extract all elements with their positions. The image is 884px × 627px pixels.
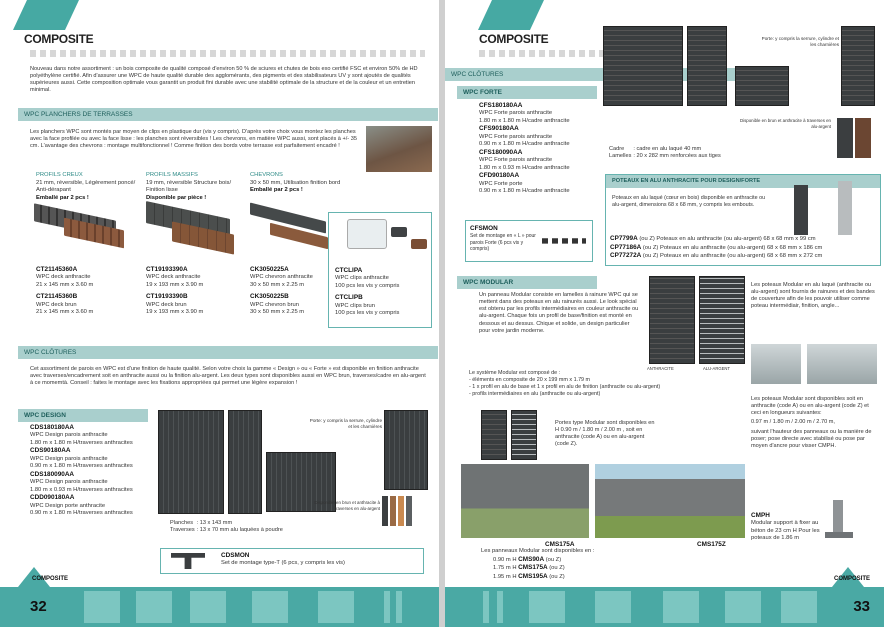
cms175z-label: CMS175Z xyxy=(697,541,726,548)
forte-porte-note: Porte: y compris la serrure, cylindre et les charnières xyxy=(761,36,839,47)
poteau-code: CP7799A xyxy=(610,235,638,242)
sample-brun xyxy=(855,118,871,158)
product-code: CDS180180AA xyxy=(30,424,75,431)
design-panel-narrow xyxy=(228,410,262,514)
footer-tile xyxy=(318,591,354,623)
cdsmon-box: CDSMON Set de montage type-T (6 pcs, y compris les vis) xyxy=(160,548,424,574)
clips-box: CTCLIPA WPC clips anthracite 100 pcs les vis y compris CTCLIPB WPC clips brun 100 pcs les vis y compris xyxy=(328,212,432,328)
poteau-alt: (ou Z) xyxy=(641,244,660,251)
sample-brun xyxy=(390,496,396,526)
panneau-height: 1.75 m H xyxy=(493,565,519,572)
poteau-desc: Poteaux en alu anthracite (ou alu-argent) 68 x 68 mm x 186 cm xyxy=(659,244,823,251)
poteaux-box: POTEAUX EN ALU ANTHRACITE POUR DESIGN/FORTE Poteaux en alu laqué (cœur en bois) disponible en anthracite ou alu-argent, dimensions 68 x 68 mm, y compris les embouts. CP7799A (ou Z) Poteaux en alu anthracite (ou alu-argent) 68 x 68 mm x 99 cm CP77186A (ou Z) Poteaux en alu anthracite (ou alu-argent) 68 x 68 mm x 186 cm CP77272A (ou Z) Poteaux en alu anthracite (ou alu-argent) 68 x 68 mm x 272 cm xyxy=(605,174,881,266)
design-item xyxy=(30,494,160,517)
footer-tile xyxy=(529,591,565,623)
poteau-code: CP77272A xyxy=(610,252,642,260)
terrasse-text: Les planchers WPC sont montés par moyen de clips en plastique dur (vis y compris). D'après votre choix vous montez les planches avec la face profilée ou avec la face lisse : les planches sont réversibles ! Les chevrons, en matière WPC aussi, sont placés à +/- 35 cm. L'avantage des chevrons : montage multifonctionnel ! Comme finition des bords votre terrasse est parfaitement encadré ! xyxy=(30,129,357,150)
modular-text: Un panneau Modular consiste en lamelles à rainure WPC qui se mettent dans des poteaux en alu rainurés aussi. Le look spécial est obtenu par les profils intermédiaires en couleur anthracite ou alu-argent. Chaque fois un profil de base/finition est monté en dessous et au dessus. Chique et solide, un design particulier pour votre jardin moderne. xyxy=(479,292,639,334)
product-code: CFS180090AA xyxy=(479,148,523,156)
cmph-block: CMPH Modular support à fixer au béton de 23 cm H Pour les poteaux de 1.86 m xyxy=(751,512,820,542)
wpc-design-bar: WPC DESIGN xyxy=(18,409,148,422)
poteau-code: CP77186A xyxy=(610,243,642,251)
cfsmon-box: CFSMON Set de montage en « L » pour parois Forte (6 pcs vis y compris) xyxy=(465,220,593,262)
product-code: CFS180180AA xyxy=(479,102,523,109)
porte-aluargent-image xyxy=(511,410,537,460)
forte-panel-narrow xyxy=(687,26,727,106)
product-desc: WPC Forte porte xyxy=(479,180,523,187)
terrace-photo xyxy=(366,126,432,172)
footer-tile xyxy=(725,591,761,623)
panneau-alt: (ou Z) xyxy=(544,556,562,563)
col1-codes: CT21145360A WPC deck anthracite 21 x 145 mm x 3.60 m CT21145360B WPC deck brun 21 x 145 mm x 3.60 m xyxy=(36,266,94,316)
footer-tile xyxy=(483,591,489,623)
panneau-code: CMS175A xyxy=(518,564,548,572)
forte-door xyxy=(841,26,875,106)
product-code: CDS180090AA xyxy=(30,470,75,478)
clips-bucket-image xyxy=(347,219,387,249)
footer-tile xyxy=(136,591,172,623)
chevrons: CHEVRONS 30 x 50 mm, Utilisation finition bord Emballé par 2 pcs ! xyxy=(250,172,341,194)
product-dim: 1.80 m x 0.93 m H/traverses anthracites xyxy=(30,486,133,493)
forte-item xyxy=(479,125,619,148)
product-code: CDS90180AA xyxy=(30,447,71,455)
l-bracket-image xyxy=(542,231,586,249)
wpc-forte-bar: WPC FORTE xyxy=(457,86,597,99)
poteau-row xyxy=(610,252,878,261)
forte-list xyxy=(479,102,619,196)
page-title: COMPOSITE xyxy=(479,32,549,46)
product-code: CFS90180AA xyxy=(479,125,519,133)
panneau-code: CMS195A xyxy=(518,572,548,580)
forte-item xyxy=(479,102,619,125)
intro-text: Nouveau dans notre assortiment : un bois composite de qualité composé d'environ 50 % de sciures et chutes de bois exo certifié FSC et environ 50% de HD polyéthylène certifié. Afin d'assurer une WPC de haute qualité durable des agglomérants, des pigments et des stabilisateurs UV y sont ajoutés de qualités supérieures aussi. Cette composition optimale vous garantit un produit fini durable avec une stabilité optimale de la structure et de la couleur et un entretien minimal. xyxy=(30,66,418,94)
left-page xyxy=(0,0,439,627)
panneau-code: CMS90A xyxy=(518,555,545,563)
modular-panel-anthracite xyxy=(649,276,695,364)
system-block: Le système Modular est composé de : - éléments en composite de 20 x 199 mm x 1.79 m - 1 x profil en alu de base et 1 x profil en alu de finition (anthracite ou alu-argent) - profils intermédiaires en alu (anthracite ou alu-argent) xyxy=(469,370,679,398)
footer-tile xyxy=(84,591,120,623)
design-porte-note: Porte: y compris la serrure, cylindre et les charnières xyxy=(309,418,382,429)
footer-tile xyxy=(252,591,288,623)
porte-anthracite-image xyxy=(481,410,507,460)
post-photo-2 xyxy=(807,344,877,384)
design-dispo-note: Disponible en brun et anthracite à traverses en alu-argent xyxy=(314,500,380,511)
panneaux-block: Les panneaux Modular sont disponibles en : 0.90 m H CMS90A (ou Z) 1.75 m H CMS175A (ou Z) 1.95 m H CMS195A (ou Z) xyxy=(481,548,681,581)
sample-anthracite-2 xyxy=(406,496,412,526)
poteaux-modular-text: Les poteaux Modular sont disponibles soit en anthracite (code A) ou en alu-argent (code Z) et ceci en longueurs suivantes: 0.97 m / 1.80 m / 2.00 m / 2.70 m, suivant l'hauteur des panneaux ou la manière de poser; pose directe avec stabilisé ou pose par moyen d'ancre pour visser CMPH. xyxy=(751,396,872,449)
design-list xyxy=(30,424,160,518)
footer-label: COMPOSITE xyxy=(833,575,870,582)
col3-codes: CK3050225A WPC chevron anthracite 30 x 50 mm x 2.25 m CK3050225B WPC chevron brun 30 x 50 mm x 2.25 m xyxy=(250,266,313,316)
garden-photo-1 xyxy=(461,464,589,538)
poteau-desc: Poteaux en alu anthracite (ou alu-argent) 68 x 68 mm x 272 cm xyxy=(659,253,823,260)
footer-tile xyxy=(663,591,699,623)
footer-tile xyxy=(497,591,503,623)
product-dim: 0.90 m x 1.80 m H/traverses anthracites xyxy=(30,463,133,470)
poteau-alt: (ou Z) xyxy=(637,236,657,242)
panneau-height: 0.90 m H xyxy=(493,556,519,563)
design-panel-large xyxy=(158,410,224,514)
forte-spec-table: Cadre : cadre en alu laqué 40 mm Lamelles : 20 x 282 mm renforcées aux tiges xyxy=(609,146,721,159)
modular-panel-aluargent xyxy=(699,276,745,364)
poteau-row xyxy=(610,235,878,244)
clotures-text: Cet assortiment de parois en WPC est d'une finition de haute qualité. Selon votre choix la gamme « Design » ou « Forte » est disponible en finition anthracite avec traverses/encadrement soit en anthracite aussi ou la finition alu-argent. Les deux types sont disponibles aussi en WPC brun, traverses/cadre en alu-argent à ce momemtà. Conseil : faites le montage avec les fixations appropriées qui permet une légère expansion ! xyxy=(30,366,426,387)
panneau-row xyxy=(493,564,681,573)
page-number: 33 xyxy=(853,598,870,616)
product-dim: 1.80 m x 1.80 m H/traverses anthracites xyxy=(30,439,133,446)
product-code: CDD090180AA xyxy=(30,494,75,502)
footer-tile xyxy=(595,591,631,623)
design-item xyxy=(30,424,160,447)
aluargent-label: ALU-ARGENT xyxy=(703,366,730,371)
system-item: - 1 x profil en alu de base et 1 x profil en alu de finition (anthracite ou alu-argent) xyxy=(469,384,661,391)
cms175a-label: CMS175A xyxy=(545,541,575,548)
profils-massifs: PROFILS MASSIFS 19 mm, réversible Structure bois/ Finition lisse Disponible par pièce ! xyxy=(146,172,232,201)
divider xyxy=(30,50,425,57)
product-desc: WPC Design parois anthracite xyxy=(30,455,108,462)
panneau-height: 1.95 m H xyxy=(493,573,519,580)
forte-panel-low xyxy=(735,66,789,106)
profils-creux: PROFILS CREUX 21 mm, réversible, Légèrement poncé/ Anti-dérapant Emballé par 2 pcs ! xyxy=(36,172,136,201)
design-door xyxy=(384,410,428,490)
brand-tab-decoration xyxy=(13,0,79,30)
system-item: - profils intermédiaires en alu (anthracite ou alu-argent) xyxy=(469,391,601,398)
col2-codes: CT19193390A WPC deck anthracite 19 x 193 mm x 3.90 m CT19193390B WPC deck brun 19 x 193 mm x 3.90 m xyxy=(146,266,204,316)
product-code: CFD90180AA xyxy=(479,172,520,180)
product-dim: 0.90 m x 1.80 m H/traverses anthracites xyxy=(30,510,133,517)
product-desc: WPC Design porte anthracite xyxy=(30,502,106,509)
product-desc: WPC Forte parois anthracite xyxy=(479,133,553,140)
sample-brun-light xyxy=(398,496,404,526)
footer-tile xyxy=(190,591,226,623)
page-title: COMPOSITE xyxy=(24,32,94,46)
system-item: - éléments en composite de 20 x 199 mm x 1.79 m xyxy=(469,377,591,384)
footer-tile xyxy=(781,591,817,623)
post-photo-1 xyxy=(751,344,801,384)
section-bar-clotures: WPC CLÔTURES xyxy=(445,68,735,81)
product-dim: 0.90 m x 1.80 m H/cadre anthracite xyxy=(479,141,570,148)
design-item xyxy=(30,447,160,470)
anthracite-label: ANTHRACITE xyxy=(647,366,674,371)
design-item xyxy=(30,471,160,494)
product-dim: 1.80 m x 1.80 m H/cadre anthracite xyxy=(479,117,570,124)
brand-tab-decoration xyxy=(478,0,544,30)
footer-label: COMPOSITE xyxy=(32,575,69,582)
section-bar-terrasses: WPC PLANCHERS DE TERRASSES xyxy=(18,108,438,121)
wpc-modular-bar: WPC MODULAR xyxy=(457,276,597,289)
poteau-alt: (ou Z) xyxy=(641,253,660,260)
design-spec-table: Planches : 13 x 143 mm Traverses : 13 x 70 mm alu laquées à poudre xyxy=(170,520,283,533)
product-desc: WPC Forte parois anthracite xyxy=(479,157,553,164)
poteau-row xyxy=(610,244,878,253)
clip-anthracite-image xyxy=(391,227,407,237)
page-number: 32 xyxy=(30,598,47,616)
product-dim: 1.80 m x 0.93 m H/cadre anthracite xyxy=(479,164,570,171)
sample-anthracite xyxy=(837,118,853,158)
forte-panel-large xyxy=(603,26,683,106)
post-anthracite-image xyxy=(794,185,808,235)
forte-item xyxy=(479,149,619,172)
forte-item xyxy=(479,172,619,195)
product-dim: 0.90 m x 1.80 m H/cadre anthracite xyxy=(479,188,570,195)
divider xyxy=(479,50,609,57)
post-aluargent-image xyxy=(838,181,852,235)
product-desc: WPC Design parois anthracite xyxy=(30,479,108,486)
panneau-alt: (ou Z) xyxy=(547,565,565,572)
section-bar-clotures: WPC CLÔTURES xyxy=(18,346,438,359)
footer-tile xyxy=(384,591,390,623)
forte-dispo-note: Disponible en brun et anthracite à traverses en alu-argent xyxy=(739,118,831,129)
panneau-row xyxy=(493,573,681,582)
product-desc: WPC Design parois anthracite xyxy=(30,432,108,439)
cmph-support-image xyxy=(833,500,843,536)
sample-anthracite xyxy=(382,496,388,526)
footer-tile xyxy=(396,591,402,623)
t-bracket-image xyxy=(171,553,205,569)
poteau-desc: Poteaux en alu anthracite (ou alu-argent) 68 x 68 mm x 99 cm xyxy=(656,236,816,242)
panneau-alt: (ou Z) xyxy=(547,573,565,580)
clip-brun-image xyxy=(411,239,427,249)
garden-photo-2 xyxy=(595,464,745,538)
modular-side-text: Les poteaux Modular en alu laqué (anthracite ou alu-argent) sont fournis de rainures et des bandes de couverture afin de les pouvoir utiliser comme poteau intermédiair, finition, angle... xyxy=(751,282,875,310)
panneau-row xyxy=(493,556,681,565)
right-page xyxy=(445,0,884,627)
portes-text: Portes type Modular sont disponibles en H 0.90 m / 1.80 m / 2.00 m , soit en anthracite (code A) ou en alu-argent (code Z). xyxy=(555,420,655,448)
product-desc: WPC Forte parois anthracite xyxy=(479,110,553,117)
